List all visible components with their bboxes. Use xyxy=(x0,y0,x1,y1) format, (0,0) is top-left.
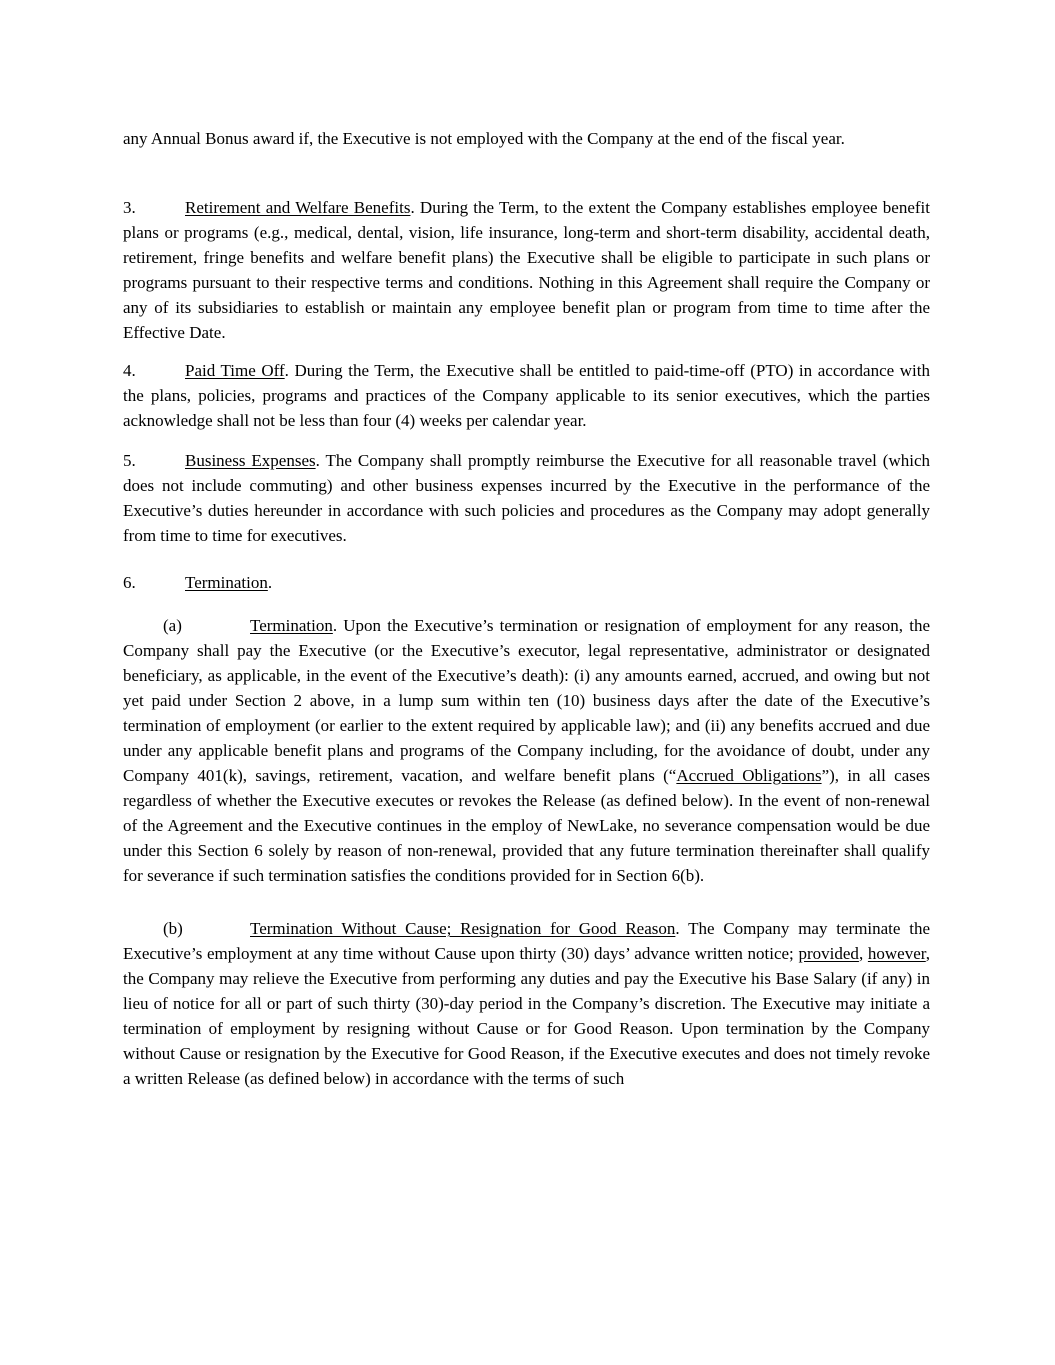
text-run: , xyxy=(858,944,868,963)
underlined-term: Business Expenses xyxy=(185,451,316,470)
text-run: any Annual Bonus award if, the Executive is not employed with the Company at the end of the fiscal year. xyxy=(123,129,845,148)
paragraph-sec3 xyxy=(123,195,930,345)
paragraph-marker: 6. xyxy=(123,573,136,592)
paragraph-marker: 4. xyxy=(123,361,136,380)
text-run: . The Company may terminate the Executive’s employment at any time without Cause upon thirty (30) days’ advance written notice; xyxy=(123,919,930,963)
paragraph-marker: 3. xyxy=(123,198,136,217)
paragraph-sec6 xyxy=(123,570,930,595)
text-run: . During the Term, the Executive shall be entitled to paid-time-off (PTO) in accordance with the plans, policies, programs and practices of the Company applicable to its senior executives, which the parties acknowledge shall not be less than four (4) weeks per calendar year. xyxy=(123,361,930,430)
paragraph-sec4 xyxy=(123,358,930,433)
text-run: . The Company shall promptly reimburse the Executive for all reasonable travel (which does not include commuting) and other business expenses incurred by the Executive in the performance of the Executive’s duties hereunder in accordance with such policies and procedures as the Company may adopt generally from time to time for executives. xyxy=(123,451,930,545)
document-body xyxy=(123,126,930,1091)
underlined-term: Termination Without Cause; Resignation for Good Reason xyxy=(250,919,676,938)
underlined-term: Accrued Obligations xyxy=(676,766,822,785)
underlined-term: Termination xyxy=(185,573,268,592)
paragraph-intro xyxy=(123,126,930,151)
text-run: . Upon the Executive’s termination or resignation of employment for any reason, the Company shall pay the Executive (or the Executive’s executor, legal representative, administrator or designated beneficiary, as applicable, in the event of the Executive’s death): (i) any amounts earned, accrued, and owing but not yet paid under Section 2 above, in a lump sum within ten (10) business days after the date of the Executive’s termination of employment (or earlier to the extent required by applicable law); and (ii) any benefits accrued and due under any applicable benefit plans and programs of the Company including, for the avoidance of doubt, under any Company 401(k), savings, retirement, vacation, and welfare benefit plans (“ xyxy=(123,616,930,785)
underlined-term: however xyxy=(867,944,926,963)
text-run: . xyxy=(267,573,273,592)
paragraph-sec5 xyxy=(123,448,930,548)
underlined-term: Retirement and Welfare Benefits xyxy=(185,198,411,217)
text-run: . During the Term, to the extent the Company establishes employee benefit plans or programs (e.g., medical, dental, vision, life insurance, long-term and short-term disability, accidental death, retirement, fringe benefits and welfare benefit plans) the Executive shall be eligible to participate in such plans or programs pursuant to their respective terms and conditions. Nothing in this Agreement shall require the Company or any of its subsidiaries to establish or maintain any employee benefit plan or program from time to time after the Effective Date. xyxy=(123,198,930,342)
paragraph-marker: (a) xyxy=(163,616,182,635)
text-run: , the Company may relieve the Executive from performing any duties and pay the Executive his Base Salary (if any) in lieu of notice for all or part of such thirty (30)-day period in the Company’s discretion. The Executive may initiate a termination of employment by resigning without Cause or for Good Reason. Upon termination by the Company without Cause or resignation by the Executive for Good Reason, if the Executive executes and does not timely revoke a written Release (as defined below) in accordance with the terms of such xyxy=(123,944,931,1088)
paragraph-marker: (b) xyxy=(163,919,183,938)
paragraph-sub-a xyxy=(123,613,930,888)
paragraph-sub-b xyxy=(123,916,930,1091)
underlined-term: provided xyxy=(798,944,859,963)
underlined-term: Termination xyxy=(250,616,333,635)
text-run: ”), in all cases regardless of whether the Executive executes or revokes the Release (as defined below). In the event of non-renewal of the Agreement and the Executive continues in the employ of NewLake, no severance compensation would be due under this Section 6 solely by reason of non-renewal, provided that any future termination thereinafter shall qualify for severance if such termination satisfies the conditions provided for in Section 6(b). xyxy=(123,766,931,885)
paragraph-marker: 5. xyxy=(123,451,136,470)
underlined-term: Paid Time Off xyxy=(185,361,285,380)
